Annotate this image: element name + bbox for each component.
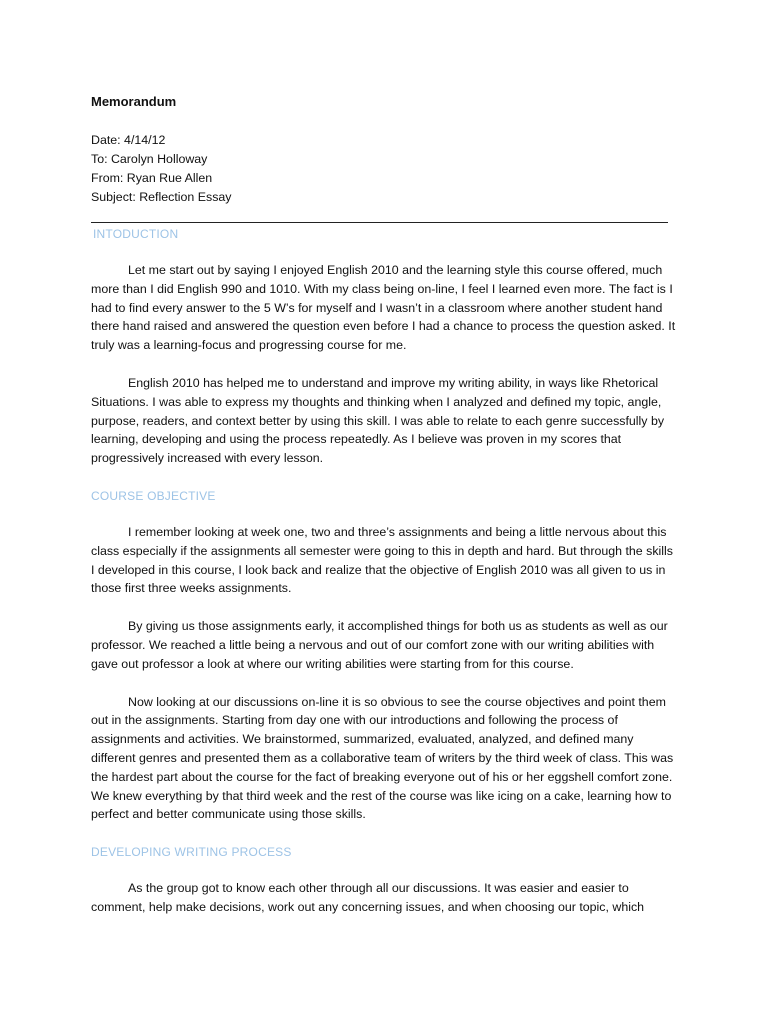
paragraph: I remember looking at week one, two and three’s assignments and being a little nervous about this class especially if the assignments all semester were going to this in depth and hard. But through the skills I developed in this course, I look back and realize that the objective of English 2010 was all given to us in those first three weeks assignments. (91, 524, 673, 596)
section-developing-writing-process (91, 843, 678, 917)
memo-from: From: Ryan Rue Allen (91, 171, 213, 185)
heading-introduction: INTODUCTION (93, 227, 179, 241)
section-introduction (91, 225, 678, 468)
paragraph: Let me start out by saying I enjoyed English 2010 and the learning style this course offered, much more than I did English 990 and 1010. With my class being on-line, I feel I learned even more. The fact is I had to find every answer to the 5 W’s for myself and I wasn’t in a classroom where another student hand there hand raised and answered the question even before I had a chance to process the question asked. It truly was a learning-focus and progressing course for me. (91, 263, 676, 353)
paragraph: By giving us those assignments early, it accomplished things for both us as students as well as our professor. We reached a little being a nervous and out of our comfort zone with our writing abilities with gave out professor a look at where our writing abilities were starting from for this course. (91, 619, 668, 671)
memo-date: Date: 4/14/12 (91, 133, 166, 147)
header-divider (91, 212, 668, 223)
memo-header (91, 131, 678, 207)
paragraph: As the group got to know each other through all our discussions. It was easier and easier to comment, help make decisions, work out any concerning issues, and when choosing our topic, which (91, 881, 645, 914)
memo-title: Memorandum (91, 94, 177, 109)
heading-course-objective: COURSE OBJECTIVE (91, 488, 216, 503)
heading-developing-writing-process: DEVELOPING WRITING PROCESS (91, 845, 292, 860)
section-course-objective (91, 487, 678, 824)
memo-to: To: Carolyn Holloway (91, 152, 208, 166)
memo-subject: Subject: Reflection Essay (91, 190, 232, 204)
paragraph: Now looking at our discussions on-line it is so obvious to see the course objectives and point them out in the assignments. Starting from day one with our introductions and following the process of assignments and activities. We brainstormed, summarized, evaluated, analyzed, and defined many different genres and presented them as a collaborative team of writers by the third week of class. This was the hardest part about the course for the fact of breaking everyone out of his or her eggshell comfort zone. We knew everything by that third week and the rest of the course was like icing on a cake, learning how to perfect and better communicate using those skills. (91, 694, 674, 822)
paragraph: English 2010 has helped me to understand and improve my writing ability, in ways like Rhetorical Situations. I was able to express my thoughts and thinking when I analyzed and defined my topic, angle, purpose, readers, and context better by using this skill. I was able to relate to each genre successfully by learning, developing and using the process repeatedly. As I believe was proven in my scores that progressively increased with every lesson. (91, 375, 665, 466)
